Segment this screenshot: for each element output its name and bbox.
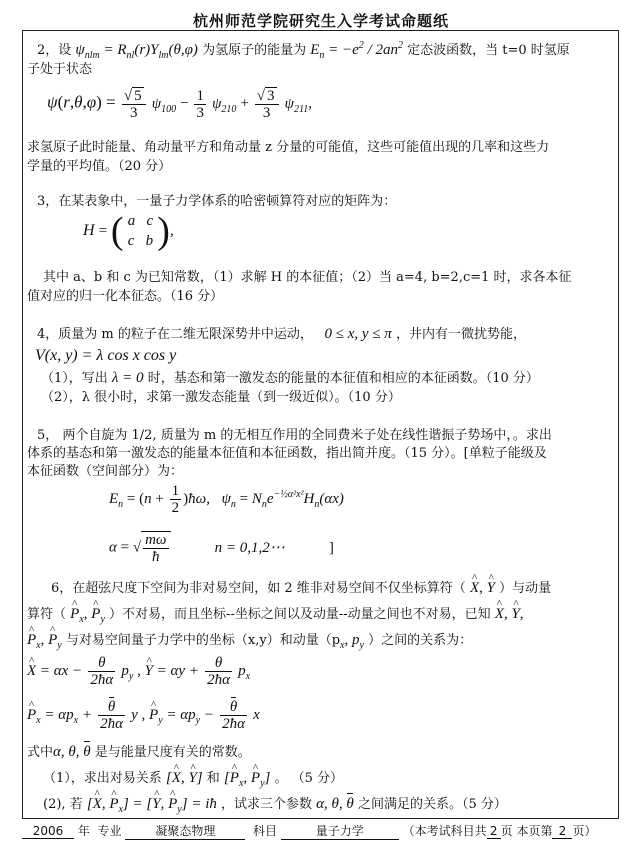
problem-6-line-2: 算符（ ^ $P_x$, ^ $P_y$ ）不对易，而且坐标--坐标之间以及动量--动量之间也不对易，已知 ^ X, ^ Y,	[27, 605, 524, 629]
footer-major: 凝聚态物理	[125, 822, 245, 840]
problem-2-line-4: 学量的平均值。（20 分）	[27, 159, 172, 174]
exam-footer: 2006 年 专业 凝聚态物理 科目 量子力学 （本考试科目共 2 页 本页第 2 页）	[22, 822, 622, 840]
problem-5-line-2: 体系的基态和第一激发态的能量本征值和本征函数，指出简并度。（15 分）。[单粒子能级及	[27, 446, 547, 461]
problem-2-line-2: 子处于状态	[27, 62, 93, 77]
problem-4-line-1: 4，质量为 m 的粒子在二维无限深势井中运动， 0 ≤ x, y ≤ π ，井内有一微扰势能，	[37, 326, 526, 342]
hamiltonian-matrix: H = ( a c c b ),	[83, 210, 174, 252]
problem-6-line-1: 6，在超弦尺度下空间为非对易空间，如 2 维非对易空间不仅坐标算符（ ^ X, ^ Y ）与动量	[51, 579, 551, 598]
problem-6-sub-1: （1），求出对易关系 [^ X, ^ Y] 和 [^ $P_x$, ^ $P_y$] 。 （5 分）	[43, 769, 343, 793]
problem-5-line-1: 5， 两个自旋为 1/2, 质量为 m 的无相互作用的全同费米子处在线性谐振子势场中，。求出	[37, 428, 552, 443]
footer-pages-total: 2	[487, 824, 501, 839]
page-title: 杭州师范学院研究生入学考试命题纸	[192, 12, 449, 30]
problem-2-line-3: 求氢原子此时能量、角动量平方和角动量 z 分量的可能值，这些可能值出现的几率和这些力	[27, 140, 550, 155]
exam-frame	[22, 30, 619, 819]
problem-2-line-1: 2，设 $\psi_{nlm} = R_{nl}(r)Y_{lm}(\theta,\varphi)$ 为氢原子的能量为 $E_n = -e^2 / 2an^2$ 定态波函数，当 t=0 时氢原	[37, 40, 570, 61]
problem-2-state-equation: ψ(r,θ,φ) = $\frac{√ 5}{3}$ $\psi_{100}$ − $\frac{1}{3}$ $\psi_{210}$ + $\frac{√ 3}{3}$ $\psi_{211}$,	[47, 87, 312, 121]
footer-year: 2006	[22, 824, 74, 839]
problem-3-line-1: 3，在某表象中，一量子力学体系的哈密顿算符对应的矩阵为：	[37, 194, 397, 209]
alpha-definition: α = √ $\frac{m\omega}{ħ}$ n = 0,1,2⋯ ]	[109, 532, 334, 565]
position-relations: ^ X = αx − $\frac{\theta}{2ħ\alpha}$ $p_y$ , ^ Y = αy + $\frac{\theta}{2ħ\alpha}$ $p_x$	[27, 655, 250, 693]
problem-5-line-3: 本征函数（空间部分）为：	[27, 464, 184, 479]
problem-4-sub-2: （2），λ 很小时，求第一激发态能量（到一级近似）。（10 分）	[41, 390, 401, 405]
problem-3-line-2: 其中 a、b 和 c 为已知常数，（1）求解 H 的本征值；（2）当 a=4, b=2,c=1 时，求各本征	[43, 270, 572, 285]
footer-subject: 量子力学	[281, 822, 399, 840]
oscillator-energy-equation: $E_n = (n$ + $\frac{1}{2}$ )ħω, $\psi_n = N_ne^{-\frac{1}{2}\alpha^2x^2}H_n(\alpha x)$	[109, 483, 344, 516]
problem-3-line-3: 值对应的归一化本征态。（16 分）	[27, 289, 224, 304]
perturbation-potential: V(x, y) = λ cos x cos y	[35, 347, 177, 364]
problem-6-sub-2: (2), 若 [^ X, ^ $P_x$] = [^ Y, ^ $P_y$] = iħ ，试求三个参数 α, θ, θ 之间满足的关系。（5 分）	[43, 795, 507, 819]
momentum-relations: ^ $P_x = \alpha p_x$ + $\frac{\theta}{2ħ\alpha}$ y , ^ $P_y = \alpha p_y$ − $\frac{\theta}{2ħ\alpha}$ x	[27, 699, 260, 737]
problem-6-line-4: 式中α, θ, θ 是与能量尺度有关的常数。	[27, 744, 251, 760]
problem-4-sub-1: （1），写出 λ = 0 时，基态和第一激发态的能量的本征值和相应的本征函数。（10 分）	[41, 370, 539, 386]
problem-6-line-3: ^ $P_x$, ^ $P_y$ 与对易空间量子力学中的坐标（x,y）和动量（$p_x$, $p_y$ ）之间的关系为：	[27, 631, 472, 655]
footer-page-current: 2	[552, 824, 572, 839]
